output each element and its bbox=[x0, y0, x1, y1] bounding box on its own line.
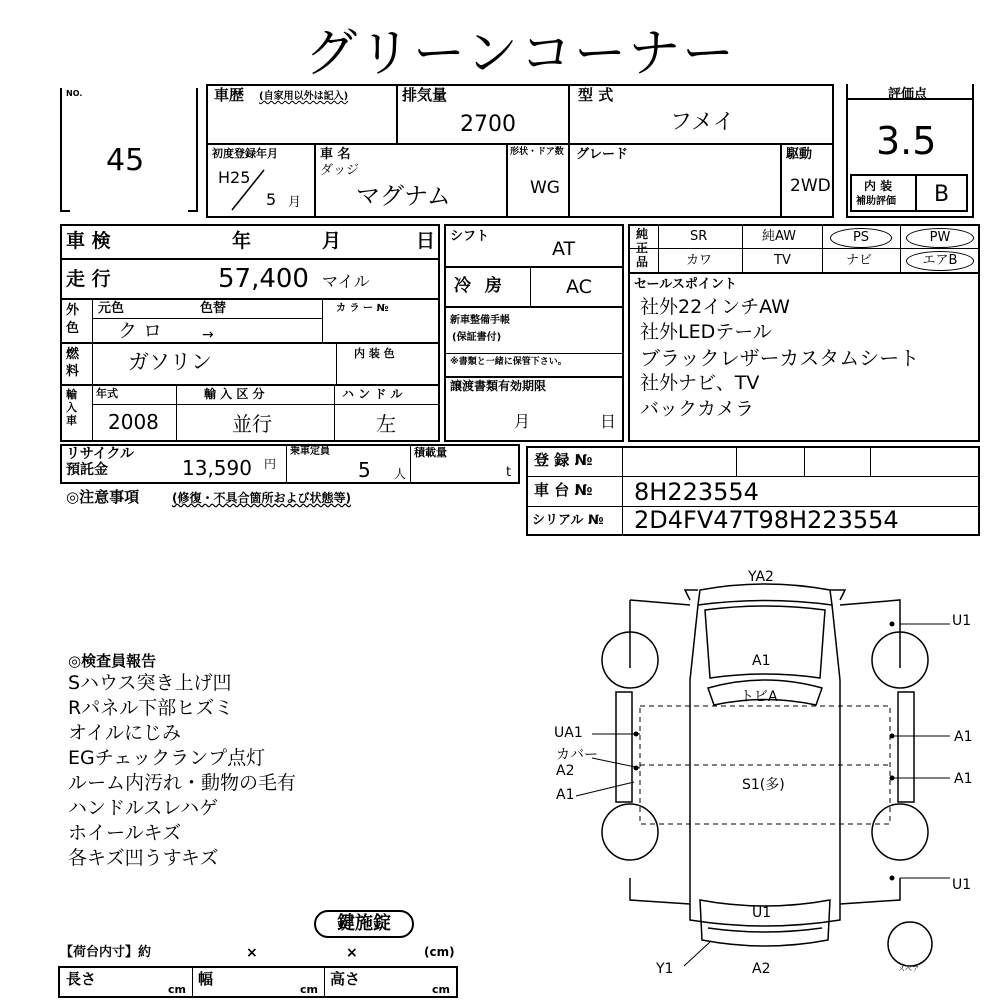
diagram-right-label: U1 bbox=[952, 613, 972, 629]
handle-value: 左 bbox=[376, 412, 396, 436]
inspector-label: ◎検査員報告 bbox=[68, 652, 157, 670]
key-locked-text: 鍵施錠 bbox=[337, 913, 391, 934]
exterior-label: 外色 bbox=[66, 303, 80, 336]
manual-label-2: (保証書付) bbox=[452, 332, 502, 343]
option-sr: SR bbox=[690, 229, 708, 244]
model-year-label: 年式 bbox=[96, 387, 118, 400]
diagram-left-label: カバー bbox=[556, 747, 598, 763]
recycle-label-1: リサイクル bbox=[66, 446, 135, 462]
body-type-value: WG bbox=[530, 178, 560, 198]
sales-point: 社外LEDテール bbox=[640, 321, 772, 343]
inspector-item: オイルにじみ bbox=[68, 722, 182, 744]
interior-color-label: 内 装 色 bbox=[354, 347, 395, 360]
inspection-day: 日 bbox=[416, 230, 436, 252]
recycle-unit: 円 bbox=[264, 457, 277, 471]
fuel-label: 燃料 bbox=[66, 347, 80, 379]
transfer-day: 日 bbox=[600, 412, 617, 431]
history-label: 車歴 bbox=[214, 86, 245, 104]
capacity-label: 乗車定員 bbox=[290, 446, 330, 457]
orig-color-value: クロ bbox=[118, 320, 169, 342]
diagram-tailgate-label: U1 bbox=[752, 905, 772, 921]
drive-label: 駆動 bbox=[786, 147, 813, 162]
mileage-unit: マイル bbox=[322, 272, 370, 291]
sales-point: バックカメラ bbox=[640, 398, 755, 420]
option-aw: 純AW bbox=[762, 229, 797, 244]
import-label: 輸入車 bbox=[66, 388, 77, 427]
cargo-unit: (cm) bbox=[424, 945, 455, 959]
fuel-value: ガソリン bbox=[128, 350, 212, 374]
diagram-windshield-label: トビA bbox=[740, 689, 778, 705]
score-value: 3.5 bbox=[876, 119, 937, 163]
sales-point: ブラックレザーカスタムシート bbox=[640, 346, 920, 370]
diagram-left-label: A1 bbox=[556, 787, 575, 803]
shift-label: シフト bbox=[450, 229, 490, 244]
serial-label: シリアル № bbox=[532, 513, 604, 528]
color-change-arrow: → bbox=[202, 327, 214, 343]
drive-value: 2WD bbox=[790, 176, 831, 196]
sales-points-label: セールスポイント bbox=[634, 277, 737, 292]
shift-value: AT bbox=[552, 238, 576, 260]
model-label: 型 式 bbox=[578, 86, 614, 104]
notes-label: ◎注意事項 bbox=[66, 488, 140, 506]
chassis-value: 8H223554 bbox=[634, 478, 759, 506]
first-reg-month-unit: 月 bbox=[288, 195, 302, 210]
inspector-item: EGチェックランプ点灯 bbox=[68, 747, 266, 769]
color-change-label: 色替 bbox=[200, 301, 227, 316]
diagram-left-label: UA1 bbox=[554, 725, 583, 741]
serial-value: 2D4FV47T98H223554 bbox=[634, 506, 899, 534]
inspection-label: 車 検 bbox=[66, 230, 111, 252]
grade-label: グレード bbox=[576, 147, 629, 162]
inspector-item: ルーム内汚れ・動物の毛有 bbox=[68, 772, 297, 794]
notes-sub: (修復・不具合箇所および状態等) bbox=[172, 491, 351, 505]
diagram-right-label: U1 bbox=[952, 877, 972, 893]
interior-score: B bbox=[934, 182, 950, 207]
mileage-label: 走 行 bbox=[66, 268, 111, 290]
options-label: 純正品 bbox=[636, 227, 649, 269]
capacity-unit: 人 bbox=[394, 467, 407, 481]
cargo-width-label: 幅 bbox=[198, 970, 214, 988]
color-no-label: カ ラ ー № bbox=[336, 303, 389, 314]
cargo-times-1: × bbox=[246, 945, 258, 961]
body-type-label: 形状・ドア数 bbox=[510, 147, 564, 157]
chassis-label: 車 台 № bbox=[534, 481, 593, 499]
first-reg-era: H25 bbox=[218, 168, 251, 187]
recycle-value: 13,590 bbox=[182, 456, 252, 480]
import-class-label: 輸 入 区 分 bbox=[204, 387, 265, 401]
history-note: (自家用以外は記入) bbox=[259, 91, 349, 102]
key-locked-stamp bbox=[314, 910, 414, 938]
load-unit: t bbox=[506, 465, 512, 480]
aircon-value: AC bbox=[566, 276, 592, 298]
cargo-box bbox=[58, 966, 458, 998]
diagram-rear-label: A2 bbox=[752, 961, 771, 977]
inspector-item: 各キズ凹うすキズ bbox=[68, 847, 219, 869]
diagram-left-label: A2 bbox=[556, 763, 575, 779]
interior-label-2: 補助評価 bbox=[856, 196, 896, 207]
mileage-value: 57,400 bbox=[218, 264, 309, 294]
recycle-label-2: 預託金 bbox=[66, 462, 108, 478]
displacement-value: 2700 bbox=[460, 112, 516, 137]
car-name-label: 車 名 bbox=[320, 147, 351, 162]
handle-label: ハ ン ド ル bbox=[342, 387, 403, 401]
option-pw-circled: PW bbox=[906, 228, 974, 248]
transfer-label: 譲渡書類有効期限 bbox=[450, 379, 547, 393]
manual-note: ※書類と一緒に保管下さい。 bbox=[450, 357, 567, 367]
page-title: グリーンコーナー bbox=[305, 24, 736, 84]
cargo-length-label: 長さ bbox=[66, 970, 97, 988]
sales-point: 社外ナビ、TV bbox=[640, 372, 760, 394]
import-class-value: 並行 bbox=[232, 412, 272, 436]
car-maker: ダッジ bbox=[320, 163, 360, 178]
diagram-rear-left-label: Y1 bbox=[656, 961, 674, 977]
option-airbag-circled: エアB bbox=[906, 251, 974, 271]
inspection-year: 年 bbox=[232, 230, 252, 252]
inspection-month: 月 bbox=[322, 230, 342, 252]
inspector-item: Rパネル下部ヒズミ bbox=[68, 697, 234, 719]
cargo-times-2: × bbox=[346, 945, 358, 961]
cargo-height-label: 高さ bbox=[330, 970, 361, 988]
model-year-value: 2008 bbox=[108, 410, 159, 434]
first-reg-month: 5 bbox=[266, 190, 277, 209]
sales-point: 社外22インチAW bbox=[640, 296, 790, 318]
cargo-width-unit: cm bbox=[300, 983, 318, 996]
cargo-height-unit: cm bbox=[432, 983, 450, 996]
lot-label: NO. bbox=[66, 89, 83, 98]
option-navi: ナビ bbox=[846, 253, 873, 268]
cargo-length-unit: cm bbox=[168, 983, 186, 996]
model-value: フメイ bbox=[670, 110, 735, 135]
aircon-label: 冷 房 bbox=[454, 276, 506, 296]
inspector-item: ハンドルスレハゲ bbox=[68, 797, 219, 819]
car-name: マグナム bbox=[356, 182, 451, 210]
option-tv: TV bbox=[774, 253, 791, 268]
diagram-roof-label: S1(多) bbox=[742, 777, 785, 793]
load-label: 積載量 bbox=[414, 446, 447, 459]
diagram-hood-label: A1 bbox=[752, 653, 771, 669]
diagram-right-label: A1 bbox=[954, 729, 973, 745]
cargo-label: 【荷台内寸】約 bbox=[60, 945, 152, 960]
option-ps-circled: PS bbox=[830, 228, 892, 248]
score-box bbox=[840, 84, 980, 218]
inspector-item: ホイールキズ bbox=[68, 822, 182, 844]
lot-number: 45 bbox=[106, 143, 145, 178]
score-label: 評価点 bbox=[888, 87, 928, 102]
diagram-top-label: YA2 bbox=[748, 569, 774, 585]
diagram-spare-label: スペア bbox=[898, 965, 919, 973]
interior-label-1: 内 装 bbox=[864, 179, 893, 193]
orig-color-label: 元色 bbox=[98, 301, 125, 316]
manual-label-1: 新車整備手帳 bbox=[450, 315, 510, 326]
option-leather: カワ bbox=[686, 253, 713, 268]
registration-label: 登 録 № bbox=[534, 451, 593, 469]
transfer-month: 月 bbox=[514, 412, 531, 431]
first-reg-label: 初度登録年月 bbox=[212, 147, 278, 160]
lot-box bbox=[60, 88, 200, 212]
displacement-label: 排気量 bbox=[402, 86, 448, 104]
diagram-right-label: A1 bbox=[954, 771, 973, 787]
capacity-value: 5 bbox=[358, 458, 371, 482]
inspector-item: Sハウス突き上げ凹 bbox=[68, 672, 232, 694]
